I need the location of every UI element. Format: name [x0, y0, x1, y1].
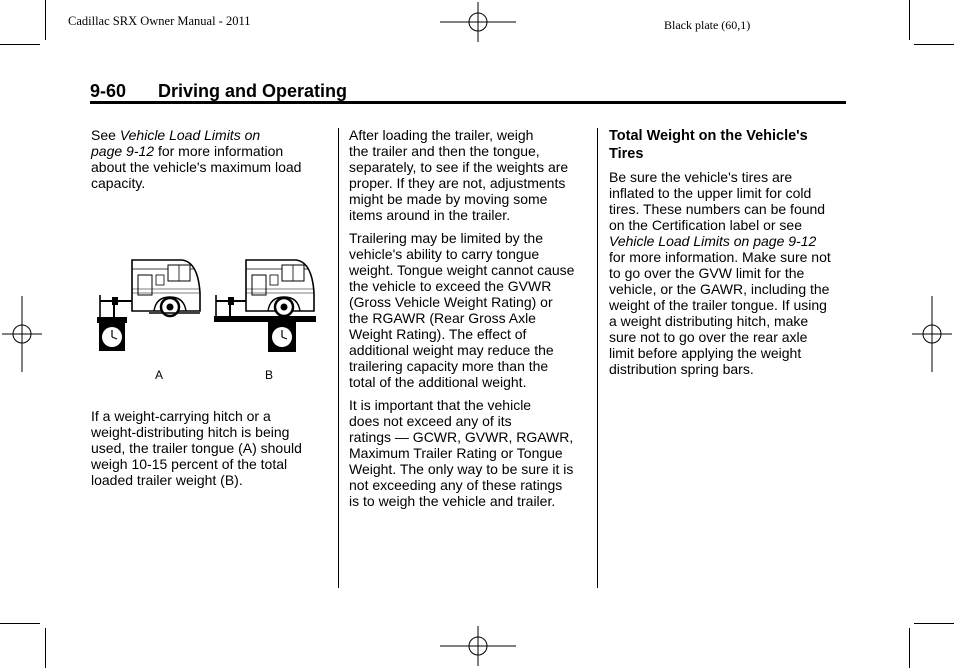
crop-mark	[0, 44, 40, 45]
paragraph: If a weight-carrying hitch or a weight-distributing hitch is being used, the trailer tongue (A) should weigh 10-15 percent of the total loaded trailer weight (B).	[91, 408, 302, 488]
crop-mark	[45, 0, 46, 40]
header-rule	[90, 101, 846, 104]
crop-mark	[909, 0, 910, 40]
trailer-scale-diagram	[94, 255, 324, 385]
trailer-b-icon	[216, 260, 314, 317]
section-title: Driving and Operating	[158, 81, 348, 101]
crop-mark	[45, 628, 46, 668]
figure-label-a: A	[155, 368, 164, 382]
manual-title: Cadillac SRX Owner Manual - 2011	[68, 14, 251, 28]
trailer-a-icon	[100, 260, 200, 317]
paragraph: Trailering may be limited by the vehicle's ability to carry tongue weight. Tongue weight cannot cause the vehicle to exceed the GVWR (Gross Vehicle Weight Rating) or the RGAWR (Rear Gross Axle Weight Rating). The effect of additional weight may reduce the trailering capacity more than the total of the additional weight.	[349, 230, 575, 390]
cross-reference-link[interactable]: Vehicle Load Limits on	[119, 127, 261, 143]
column-divider	[597, 128, 598, 588]
registration-mark-bottom	[440, 626, 516, 666]
column-divider	[338, 128, 339, 588]
figure-label-b: B	[265, 368, 274, 382]
cross-reference-link[interactable]: page 9-12	[91, 143, 155, 159]
column-3	[609, 127, 847, 384]
column-2	[349, 127, 591, 516]
paragraph: Be sure the vehicle's tires are inflated to the upper limit for cold tires. These numbers can be found on the Certification label or see Vehicle Load Limits on page 9-12 for more information. Make sure not to go over the GVW limit for the vehicle, or the GAWR, including the weight of the trailer tongue. If using a weight distributing hitch, make sure not to go over the rear axle limit before applying the weight distribution spring bars.	[609, 169, 847, 377]
registration-mark-top	[440, 2, 516, 42]
crop-mark	[914, 623, 954, 624]
paragraph: After loading the trailer, weigh the trailer and then the tongue, separately, to see if the weights are proper. If they are not, adjustments might be made by moving some items around in the trailer.	[349, 127, 569, 223]
crop-mark	[0, 623, 40, 624]
tongue-weight-illustration	[94, 255, 324, 385]
registration-mark-right	[912, 296, 952, 372]
scale-b-icon	[214, 316, 316, 352]
paragraph: It is important that the vehicle does not exceed any of its ratings — GCWR, GVWR, RGAWR, Maximum Trailer Rating or Tongue Weight. The only way to be sure it is not exceeding any of these ratings is to weigh the vehicle and trailer.	[349, 397, 574, 509]
column-1	[91, 127, 331, 198]
section-header	[90, 81, 347, 102]
scale-a-icon	[97, 317, 127, 351]
paragraph: See Vehicle Load Limits on page 9-12 for more information about the vehicle's maximum load capacity.	[91, 127, 302, 191]
crop-mark	[909, 628, 910, 668]
column-1-lower	[91, 408, 331, 495]
registration-mark-left	[2, 296, 42, 372]
plate-label: Black plate (60,1)	[664, 18, 751, 32]
cross-reference-link[interactable]: Vehicle Load Limits on page 9-12	[609, 233, 817, 249]
subsection-heading: Total Weight on the Vehicle's Tires	[609, 128, 808, 162]
crop-mark	[914, 44, 954, 45]
page-number: 9-60	[90, 81, 127, 101]
